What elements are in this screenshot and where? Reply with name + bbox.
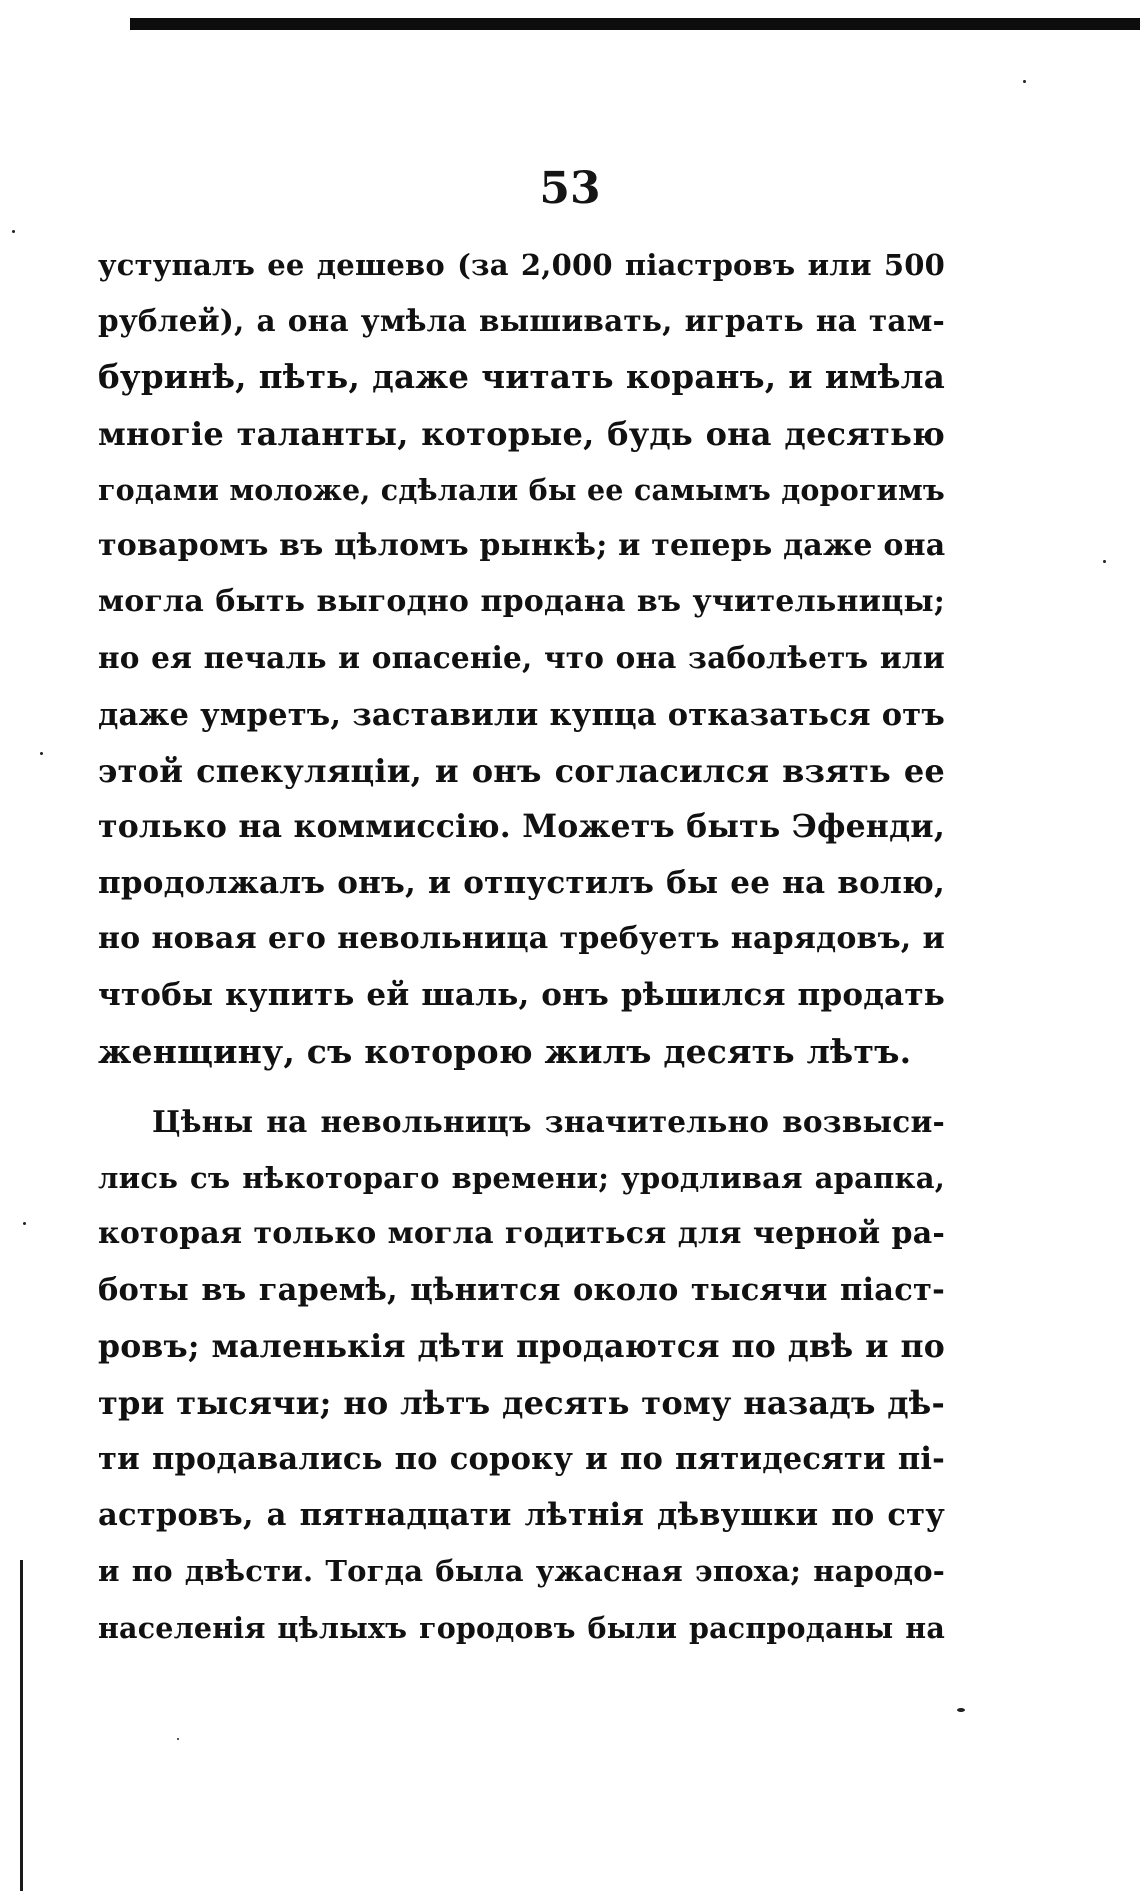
scan-speck [1023,80,1026,83]
text-line: лись съ нѣкотораго времени; уродливая арапка, [98,1161,945,1195]
paragraph-gap [98,1080,945,1094]
scan-speck [12,230,15,233]
text-line: женщину, съ которою жилъ десять лѣтъ. [98,1031,912,1071]
text-line: ровъ; маленькія дѣти продаются по двѣ и по [98,1327,945,1365]
text-line: но новая его невольница требуетъ нарядовъ, и [98,921,945,957]
text-line: боты въ гаремѣ, цѣнится около тысячи піаст- [98,1272,945,1309]
text-line: и по двѣсти. Тогда была ужасная эпоха; народо- [98,1554,945,1589]
left-edge-rule [20,1560,23,1891]
text-line: населенія цѣлыхъ городовъ были распроданы на [98,1610,945,1645]
top-border-rule [130,18,1140,30]
text-line: Цѣны на невольницъ значительно возвыси- [152,1103,945,1139]
scan-speck [957,1708,965,1712]
page-number: 53 [539,163,601,214]
scan-speck [23,1222,26,1225]
text-line: рублей), а она умѣла вышивать, играть на там- [98,303,945,339]
body-text [98,237,945,1656]
text-line: буринѣ, пѣть, даже читать коранъ, и имѣла [98,357,945,397]
paragraph-2 [98,1094,945,1656]
paragraph-1 [98,237,945,1080]
text-line: товаромъ въ цѣломъ рынкѣ; и теперь даже она [98,527,946,563]
text-line: ти продавались по сороку и по пятидесяти пі- [98,1440,945,1477]
text-line: этой спекуляціи, и онъ согласился взять ее [98,751,945,790]
text-line: продолжалъ онъ, и отпустилъ бы ее на волю, [98,865,945,902]
text-line: годами моложе, сдѣлали бы ее самымъ дорогимъ [98,472,945,507]
scan-speck [177,1738,179,1740]
text-line: которая только могла годиться для черной ра- [98,1216,945,1252]
text-line: астровъ, а пятнадцати лѣтнія дѣвушки по сту [98,1497,945,1534]
text-line: три тысячи; но лѣтъ десять тому назадъ дѣ- [98,1383,945,1422]
text-line: могла быть выгодно продана въ учительницы; [98,584,945,620]
scan-speck [40,752,43,755]
text-line: уступалъ ее дешево (за 2,000 піастровъ или 500 [98,248,945,282]
text-line: даже умретъ, заставили купца отказаться отъ [98,696,945,733]
text-line: но ея печаль и опасеніе, что она заболѣетъ или [98,640,945,676]
text-line: только на коммиссію. Можетъ быть Эфенди, [98,807,945,845]
text-line: чтобы купить ей шаль, онъ рѣшился продать [98,977,945,1014]
text-line: многіе таланты, которые, будь она десятью [98,414,945,453]
scan-speck [1103,560,1106,563]
